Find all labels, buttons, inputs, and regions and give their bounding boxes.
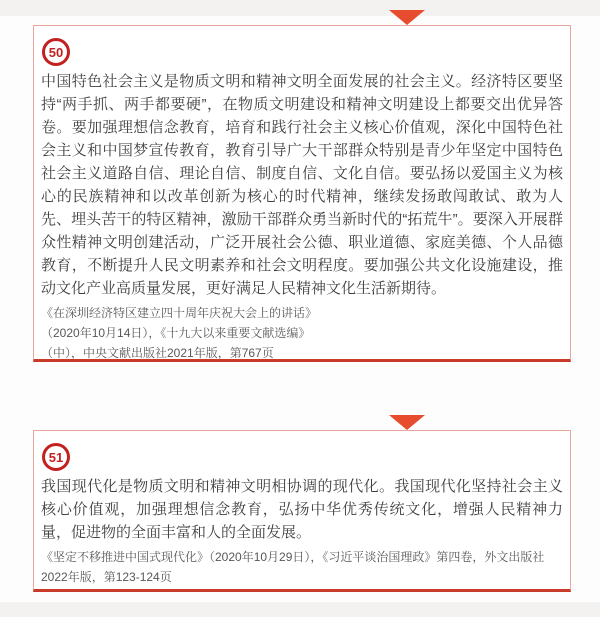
quote-citation (41, 547, 563, 587)
quote-card-50 (33, 25, 571, 362)
citation-line: 《在深圳经济特区建立四十周年庆祝大会上的讲话》 (41, 306, 318, 320)
citation-line: 《坚定不移推进中国式现代化》（2020年10月29日），《习近平谈治国理政》第四卷，外文出版社 (41, 550, 545, 564)
quote-number: 51 (48, 449, 64, 465)
down-triangle-icon (389, 415, 425, 430)
quote-number-badge (42, 38, 70, 66)
citation-line: （中），中央文献出版社2021年版，第767页 (41, 346, 274, 360)
citation-line: （2020年10月14日），《十九大以来重要文献选编》 (41, 326, 311, 340)
quote-body-text: 我国现代化是物质文明和精神文明相协调的现代化。我国现代化坚持社会主义核心价值观，加强理想信念教育，弘扬中华优秀传统文化，增强人民精神力量，促进物的全面丰富和人的全面发展。 (41, 478, 563, 541)
bottom-margin-strip (0, 602, 600, 617)
quote-card-51 (33, 430, 571, 592)
quote-number-badge (42, 443, 70, 471)
quote-number: 50 (48, 44, 64, 60)
down-triangle-icon (389, 10, 425, 25)
top-margin-strip (0, 0, 600, 16)
quote-citation (41, 303, 563, 363)
quote-body-text: 中国特色社会主义是物质文明和精神文明全面发展的社会主义。经济特区要坚持“两手抓、两手都要硬”，在物质文明建设和精神文明建设上都要交出优异答卷。要加强理想信念教育，培育和践行社会主义核心价值观，深化中国特色社会主义和中国梦宣传教育，教育引导广大干部群众特别是青少年坚定中国特色社会主义道路自信、理论自信、制度自信、文化自信。要弘扬以爱国主义为核心的民族精神和以改革创新为核心的时代精神，继续发扬敢闯敢试、敢为人先、埋头苦干的特区精神，激励干部群众勇当新时代的“拓荒牛”。要深入开展群众性精神文明创建活动，广泛开展社会公德、职业道德、家庭美德、个人品德教育，不断提升人民文明素养和社会文明程度。要加强公共文化设施建设，推动文化产业高质量发展，更好满足人民精神文化生活新期待。 (41, 73, 563, 297)
citation-line: 2022年版，第123-124页 (41, 570, 172, 584)
